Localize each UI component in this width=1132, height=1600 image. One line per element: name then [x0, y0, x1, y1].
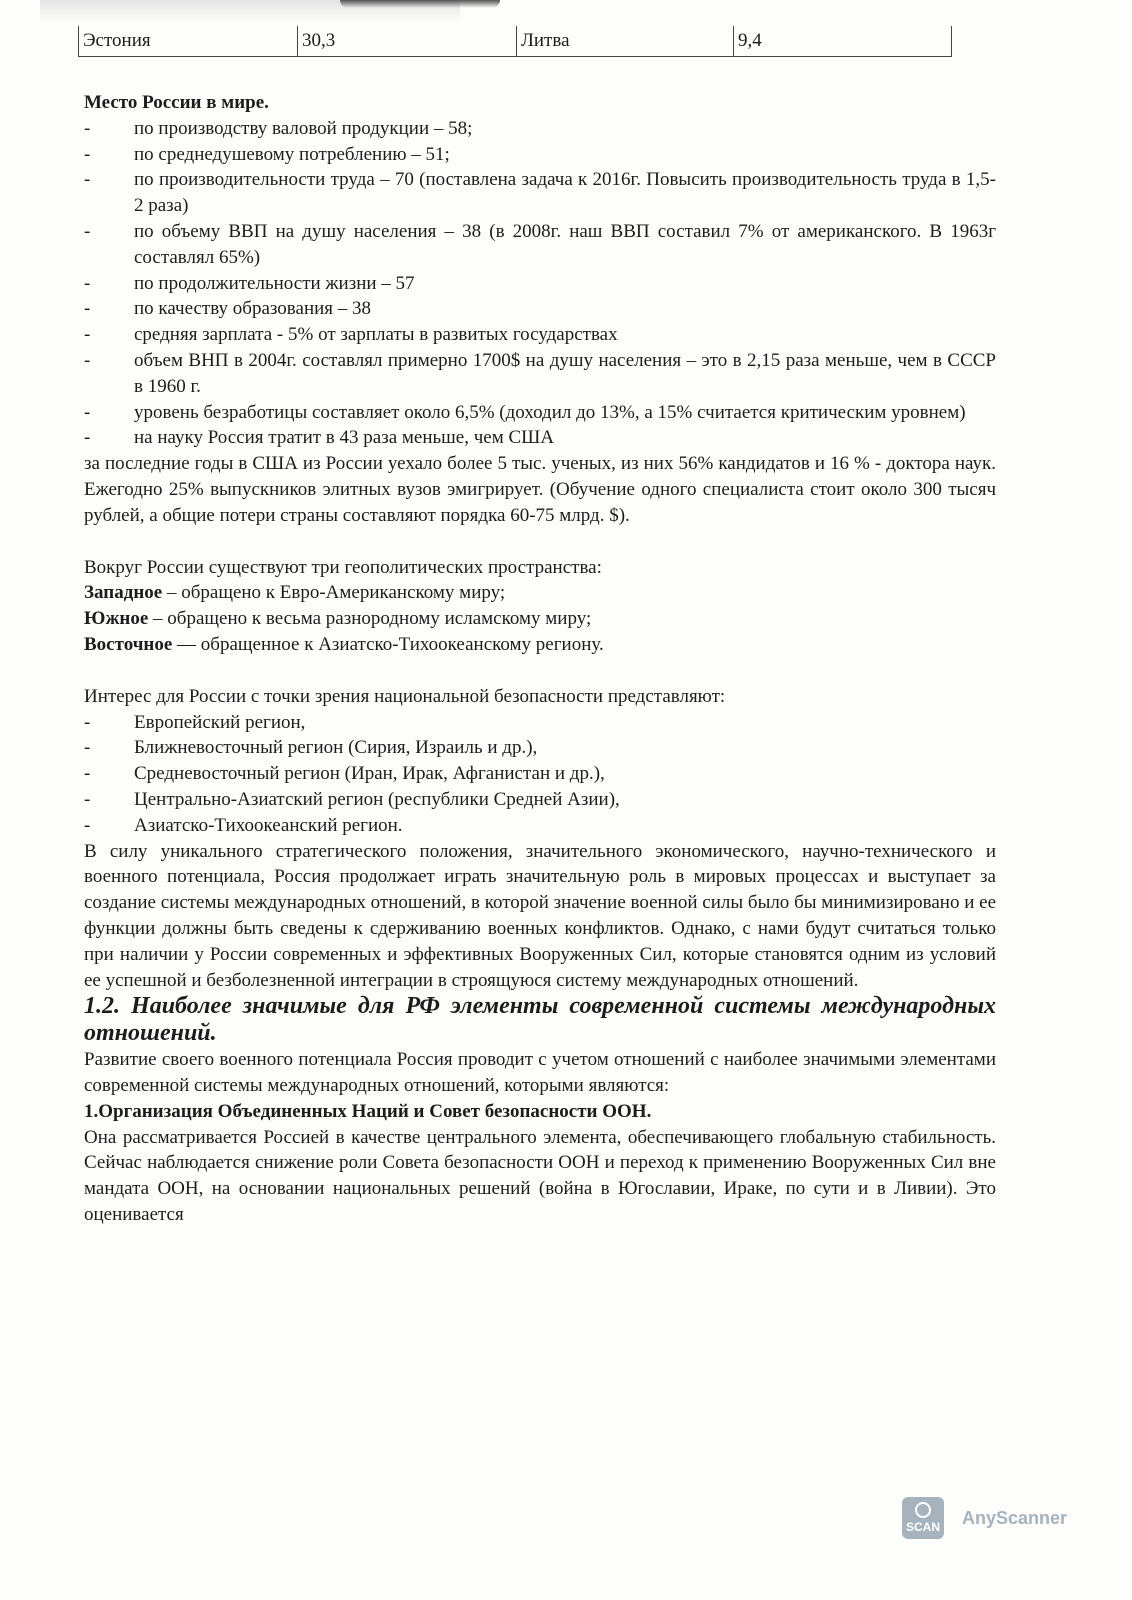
- space-text: – обращено к Евро-Американскому миру;: [162, 582, 506, 604]
- list-item: - Средневосточный регион (Иран, Ирак, Афганистан и др.),: [84, 763, 605, 785]
- scan-logo-icon: SCAN: [902, 1497, 944, 1539]
- list-item: - по объему ВВП на душу населения – 38 (в 2008г. наш ВВП составил 7% от американского. В 1963г составлял 65%): [84, 220, 996, 268]
- table-cell: Эстония: [83, 30, 151, 51]
- table-cell: Литва: [516, 26, 733, 56]
- place-heading: Место России в мире.: [84, 92, 269, 113]
- spaces-intro: Вокруг России существуют три геополитических пространства:: [84, 556, 602, 578]
- list-item: - на науку Россия тратит в 43 раза меньше, чем США: [84, 427, 555, 449]
- strategic-paragraph: В силу уникального стратегического положения, значительного экономического, научно-технического и военного потенциала, Россия продолжает играть значительную роль в мировых процессах и выступает за создание системы международных отношений, в которой значение военной силы было бы минимизировано и ее функции должны быть сведены к сдерживанию военных конфликтов. Однако, с нами будут считаться только при наличии у России современных и эффективных Вооруженных Сил, которые становятся одним из условий ее успешной и безболезненной интеграции в строящуюся систему международных отношений.: [84, 840, 996, 991]
- table-cell: 30,3: [297, 26, 516, 56]
- list-item: - по производству валовой продукции – 58;: [84, 117, 473, 139]
- space-item: [84, 632, 996, 658]
- section-intro: Развитие своего военного потенциала Россия проводит с учетом отношений с наиболее значимыми элементами современной системы международных отношений, которыми являются:: [84, 1049, 996, 1097]
- list-item: - Европейский регион,: [84, 711, 306, 733]
- space-text: — обращенное к Азиатско-Тихоокеанскому региону.: [172, 633, 604, 655]
- space-term: Южное: [84, 608, 149, 630]
- space-item: [84, 580, 996, 606]
- space-term: Западное: [84, 582, 163, 604]
- scanner-watermark: [902, 1496, 1067, 1540]
- list-item: - по продолжительности жизни – 57: [84, 272, 415, 294]
- section-subheading: 1.Организация Объединенных Наций и Совет безопасности ООН.: [84, 1100, 652, 1122]
- list-item: - объем ВНП в 2004г. составлял примерно 1700$ на душу населения – это в 2,15 раза меньше, чем в СССР в 1960 г.: [84, 349, 996, 397]
- watermark-text: AnyScanner: [962, 1507, 1068, 1528]
- list-item: - Азиатско-Тихоокеанский регион.: [84, 814, 403, 836]
- list-item: - по среднедушевому потреблению – 51;: [84, 143, 450, 165]
- table-row: [78, 26, 952, 57]
- emigration-paragraph: за последние годы в США из России уехало более 5 тыс. ученых, из них 56% кандидатов и 16 % - доктора наук. Ежегодно 25% выпускников элитных вузов эмигрирует. (Обучение одного специалиста стоит около 300 тысяч рублей, а общие потери страны составляют порядка 60-75 млрд. $).: [84, 453, 996, 526]
- list-item: - по производительности труда – 70 (поставлена задача к 2016г. Повысить производительность труда в 1,5-2 раза): [84, 169, 996, 217]
- table-cell: 9,4: [733, 26, 951, 56]
- document-body: [84, 90, 996, 1228]
- un-paragraph: Она рассматривается Россией в качестве центрального элемента, обеспечивающего глобальную стабильность. Сейчас наблюдается снижение роли Совета безопасности ООН и переход к применению Вооруженных Сил вне мандата ООН, на основании национальных решений (война в Югославии, Ираке, по сути и в Ливии). Это оценивается: [84, 1126, 996, 1226]
- list-item: - средняя зарплата - 5% от зарплаты в развитых государствах: [84, 324, 618, 346]
- space-term: Восточное: [84, 633, 173, 655]
- list-item: - Центрально-Азиатский регион (республики Средней Азии),: [84, 788, 620, 810]
- list-item: - уровень безработицы составляет около 6,5% (доходил до 13%, а 15% считается критическим уровнем): [84, 401, 966, 423]
- list-item: - по качеству образования – 38: [84, 298, 372, 320]
- space-item: [84, 606, 996, 632]
- space-text: – обращено к весьма разнородному исламскому миру;: [148, 608, 592, 630]
- section-title: 1.2. Наиболее значимые для РФ элементы современной системы международных отношений.: [84, 993, 996, 1047]
- scan-shadow: [340, 0, 500, 8]
- interest-intro: Интерес для России с точки зрения национальной безопасности представляют:: [84, 685, 726, 707]
- list-item: - Ближневосточный регион (Сирия, Израиль и др.),: [84, 737, 538, 759]
